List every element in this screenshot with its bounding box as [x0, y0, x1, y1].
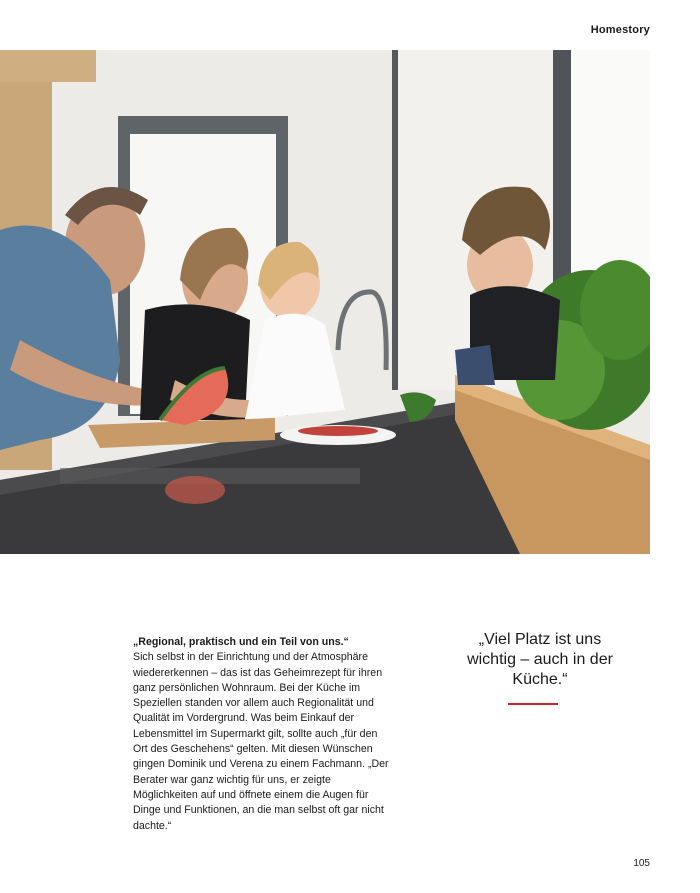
- article-lead: [133, 635, 393, 834]
- page-number: 105: [633, 858, 650, 869]
- article-headline: „Regional, praktisch und ein Teil von uns.“: [133, 636, 349, 648]
- pull-quote-rule: [508, 703, 558, 705]
- family-kitchen-photo: [0, 50, 650, 554]
- pull-quote: „Viel Platz ist uns wichtig – auch in der Küche.“: [467, 631, 613, 688]
- article-body: Sich selbst in der Einrichtung und der Atmosphäre wiedererkennen – das ist das Geheimrezept für ihren ganz persönlichen Wohnraum. Bei der Küche im Speziellen standen vor allem auch Regionalität und Qualität im Vordergrund. Was beim Einkauf der Lebensmittel im Supermarkt gilt, sollte auch „für den Ort des Geschehens“ gelten. Mit diesen Wünschen gingen Dominik und Verena zu einem Fachmann. „Der Berater war ganz wichtig für uns, er zeigte Möglichkeiten auf und öffnete einem die Augen für Dinge und Funktionen, an die man selbst oft gar nicht dachte.“: [133, 651, 389, 832]
- section-label: Homestory: [590, 24, 650, 36]
